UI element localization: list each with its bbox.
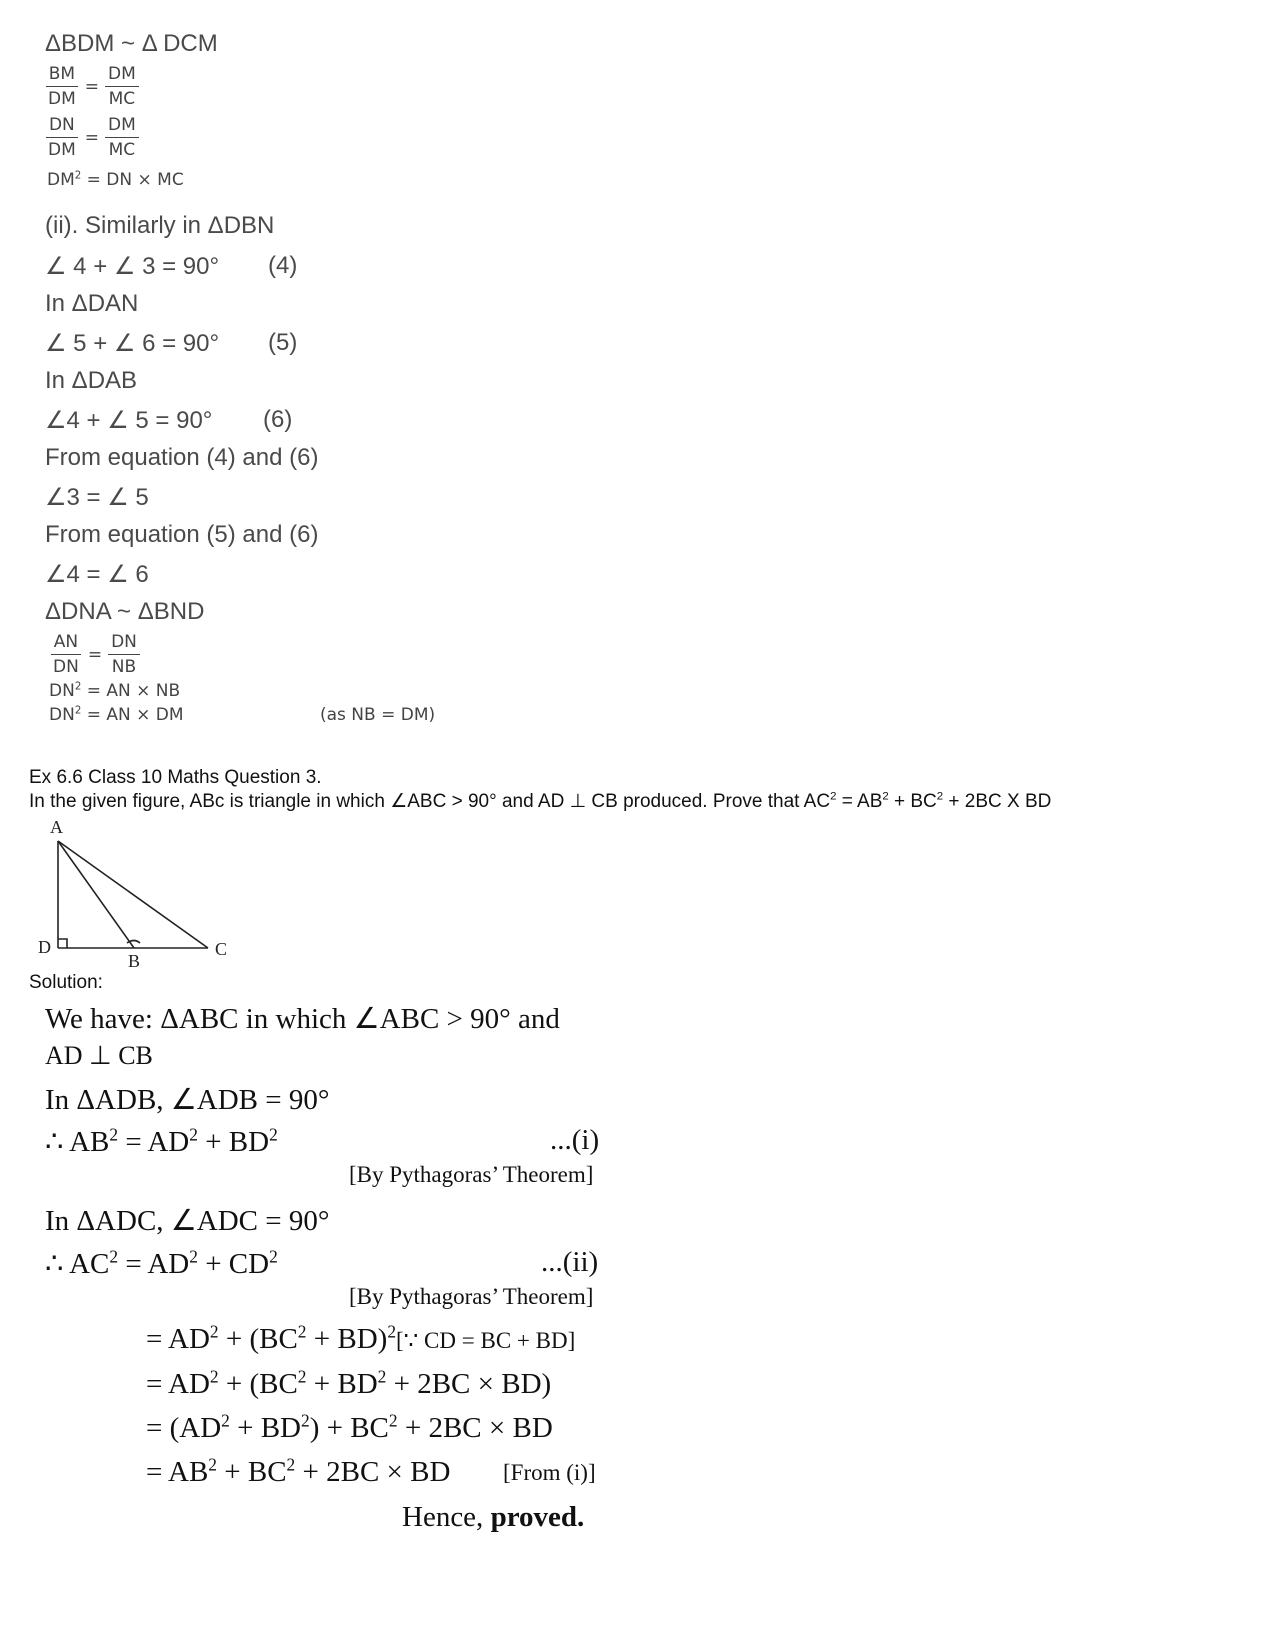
- vertex-d-label: D: [38, 937, 51, 957]
- denominator: NB: [111, 657, 137, 677]
- denominator: DM: [48, 140, 76, 160]
- equation-4: ∠ 4 + ∠ 3 = 90°: [45, 253, 220, 280]
- equation-4-tag: (4): [268, 252, 298, 279]
- triangle-dan-heading: In ΔDAN: [45, 290, 139, 317]
- solution-step-2: = $AD^2 + (BC^2 + BD^2 + 2BC \times BD)$: [146, 1366, 552, 1400]
- segment-ac: [58, 841, 208, 948]
- angle-result-1: ∠3 = ∠ 5: [45, 484, 149, 511]
- part-ii-heading: (ii). Similarly in ΔDBN: [45, 212, 275, 239]
- solution-step-1: = $AD^2 + (BC^2$ + BD)$^2$[∵ CD = BC + BD]: [146, 1321, 576, 1355]
- vertex-c-label: C: [215, 939, 228, 959]
- similarity-dna-bnd: ΔDNA ~ ΔBND: [45, 598, 205, 625]
- solution-equation-i: ∴ $AB^2 = AD^2 + BD^2$: [45, 1124, 278, 1158]
- from-i-note: [From (i)]: [503, 1460, 596, 1485]
- equation-ii-tag: ...(ii): [541, 1246, 599, 1278]
- equals-sign: =: [84, 76, 100, 97]
- hence-proved: Hence, proved.: [402, 1501, 585, 1533]
- equals-sign: =: [87, 644, 103, 665]
- numerator: DN: [108, 631, 140, 655]
- question-title: Ex 6.6 Class 10 Maths Question 3.: [29, 767, 322, 788]
- solution-line-perpendicular: AD ⊥ CB: [45, 1041, 153, 1070]
- pythagoras-note-1: [By Pythagoras’ Theorem]: [349, 1162, 594, 1187]
- solution-step-4: = $AB^2 + BC^2 + 2BC$ × BD: [146, 1454, 451, 1488]
- numerator: DM: [105, 114, 139, 138]
- solution-line-adc: In ΔADC, ∠ADC = 90°: [45, 1205, 330, 1237]
- from-equations-5-6: From equation (5) and (6): [45, 521, 319, 548]
- equation-i-tag: ...(i): [550, 1124, 600, 1156]
- equation-5: ∠ 5 + ∠ 6 = 90°: [45, 330, 220, 357]
- solution-equation-ii: ∴ $AC^2 = AD^2 + CD^2$: [45, 1246, 278, 1280]
- right-angle-mark: [58, 939, 67, 948]
- equation-5-tag: (5): [268, 329, 298, 356]
- equation-6: ∠4 + ∠ 5 = 90°: [45, 407, 213, 434]
- numerator: DM: [105, 63, 139, 87]
- numerator: BM: [46, 63, 78, 87]
- numerator: AN: [51, 631, 81, 655]
- denominator: DM: [48, 89, 76, 109]
- solution-label: Solution:: [29, 972, 103, 993]
- ratio-equation-1: [45, 63, 139, 110]
- dm-squared-equation: $DM^2$ = DN × MC: [47, 170, 184, 190]
- equals-sign: =: [84, 127, 100, 148]
- denominator: DN: [53, 657, 79, 677]
- pythagoras-note-2: [By Pythagoras’ Theorem]: [349, 1284, 594, 1309]
- from-equations-4-6: From equation (4) and (6): [45, 444, 319, 471]
- vertex-a-label: A: [50, 817, 63, 837]
- denominator: MC: [108, 89, 136, 109]
- triangle-figure: [30, 815, 250, 975]
- dn-squared-equation-2: $DN^2$ = AN × DM: [49, 705, 184, 725]
- solution-line-given: We have: ΔABC in which ∠ABC > 90° and: [45, 1003, 560, 1035]
- numerator: DN: [46, 114, 78, 138]
- similarity-statement: ΔBDM ~ Δ DCM: [45, 30, 218, 57]
- equation-6-tag: (6): [263, 406, 293, 433]
- solution-line-adb: In ΔADB, ∠ADB = 90°: [45, 1084, 330, 1116]
- nb-equals-dm-note: (as NB = DM): [320, 705, 436, 725]
- dn-squared-equation-1: $DN^2$ = AN × NB: [49, 681, 181, 701]
- angle-result-2: ∠4 = ∠ 6: [45, 561, 149, 588]
- ratio-equation-2: [45, 114, 139, 161]
- question-text: In the given figure, ABc is triangle in which ∠ABC > 90° and AD ⊥ CB produced. Prove that $AC^2 = AB^2 + BC^2 + 2BC$ X BD: [29, 790, 1052, 812]
- denominator: MC: [108, 140, 136, 160]
- vertex-b-label: B: [128, 951, 141, 971]
- segment-ab: [58, 841, 134, 948]
- solution-step-3: = $(AD^2 + BD^2) + BC^2 + 2BC$ × BD: [146, 1410, 553, 1444]
- triangle-dab-heading: In ΔDAB: [45, 367, 138, 394]
- ratio-equation-3: [50, 631, 140, 678]
